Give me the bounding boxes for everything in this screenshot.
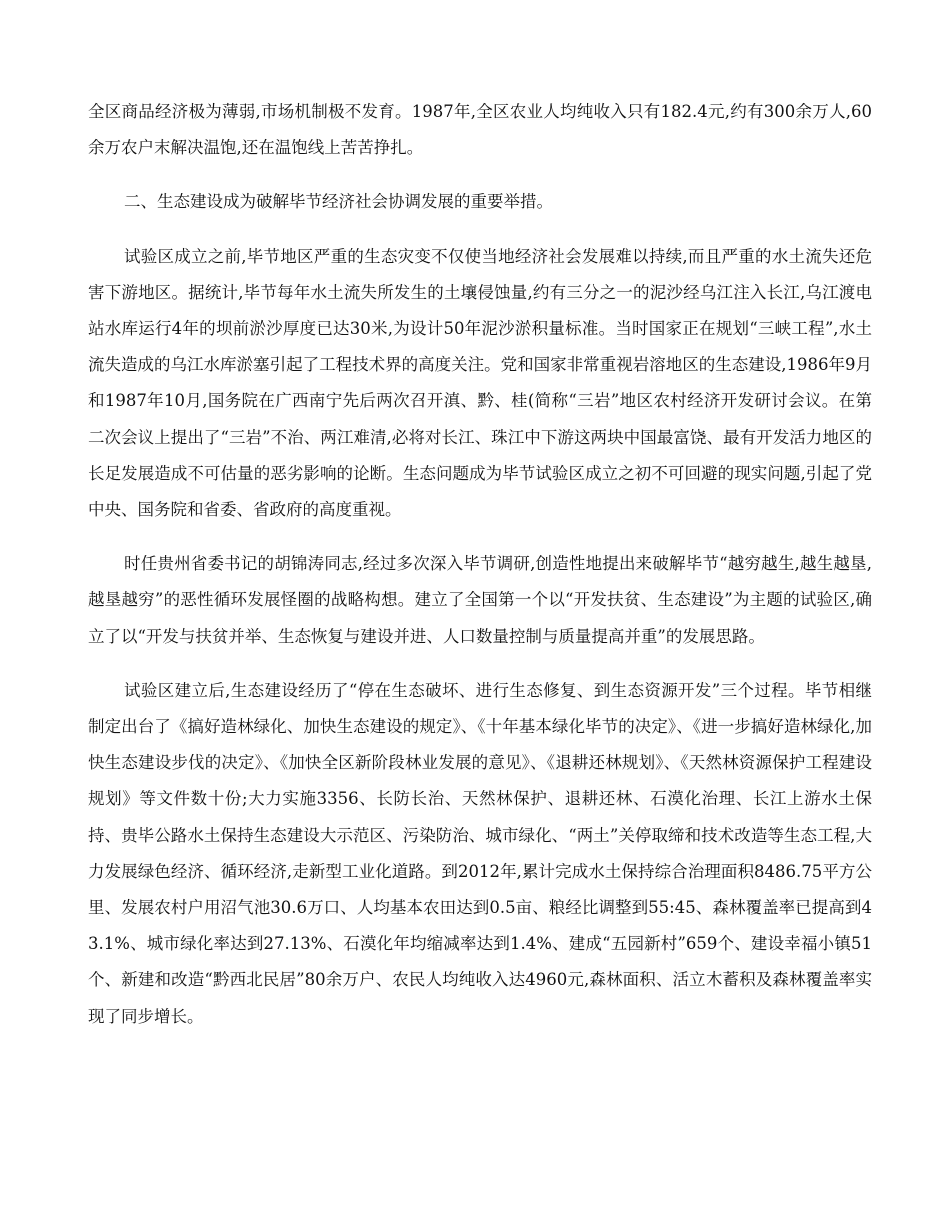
paragraph: 时任贵州省委书记的胡锦涛同志,经过多次深入毕节调研,创造性地提出来破解毕节“越穷越生,越生越垦,越垦越穷”的恶性循环发展怪圈的战略构想。建立了全国第一个以“开发扶贫、生态建设”为主题的试验区,确立了以“开发与扶贫并举、生态恢复与建设并进、人口数量控制与质量提高并重”的发展思路。 xyxy=(88,554,872,646)
paragraph: 试验区成立之前,毕节地区严重的生态灾变不仅使当地经济社会发展难以持续,而且严重的水土流失还危害下游地区。据统计,毕节每年水土流失所发生的土壤侵蚀量,约有三分之一的泥沙经乌江注入长江,乌江渡电站水库运行4年的坝前淤沙厚度已达30米,为设计50年泥沙淤积量标准。当时国家正在规划“三峡工程”,水土流失造成的乌江水库淤塞引起了工程技术界的高度关注。党和国家非常重视岩溶地区的生态建设,1986年9月和1987年10月,国务院在广西南宁先后两次召开滇、黔、桂(简称“三岩”地区农村经济开发研讨会议。在第二次会议上提出了“三岩”不治、两江难清,必将对长江、珠江中下游这两块中国最富饶、最有开发活力地区的长足发展造成不可估量的恶劣影响的论断。生态问题成为毕节试验区成立之初不可回避的现实问题,引起了党中央、国务院和省委、省政府的高度重视。 xyxy=(88,246,872,520)
document-body xyxy=(88,94,872,1053)
section-heading: 二、生态建设成为破解毕节经济社会协调发展的重要举措。 xyxy=(124,192,553,212)
paragraph-continuation: 全区商品经济极为薄弱,市场机制极不发育。1987年,全区农业人均纯收入只有182.4元,约有300余万人,60余万农户末解决温饱,还在温饱线上苦苦挣扎。 xyxy=(88,102,872,158)
paragraph: 试验区建立后,生态建设经历了“停在生态破坏、进行生态修复、到生态资源开发”三个过程。毕节相继制定出台了《搞好造林绿化、加快生态建设的规定》、《十年基本绿化毕节的决定》、《进一步搞好造林绿化,加快生态建设步伐的决定》、《加快全区新阶段林业发展的意见》、《退耕还林规划》、《天然林资源保护工程建设规划》等文件数十份;大力实施3356、长防长治、天然林保护、退耕还林、石漠化治理、长江上游水土保持、贵毕公路水土保持生态建设大示范区、污染防治、城市绿化、“两土”关停取缔和技术改造等生态工程,大力发展绿色经济、循环经济,走新型工业化道路。到2012年,累计完成水土保持综合治理面积8486.75平方公里、发展农村户用沼气池30.6万口、人均基本农田达到0.5亩、粮经比调整到55:45、森林覆盖率已提高到43.1%、城市绿化率达到27.13%、石漠化年均缩减率达到1.4%、建成“五园新村”659个、建设幸福小镇51个、新建和改造“黔西北民居”80余万户、农民人均纯收入达4960元,森林面积、活立木蓄积及森林覆盖率实现了同步增长。 xyxy=(88,680,872,1026)
